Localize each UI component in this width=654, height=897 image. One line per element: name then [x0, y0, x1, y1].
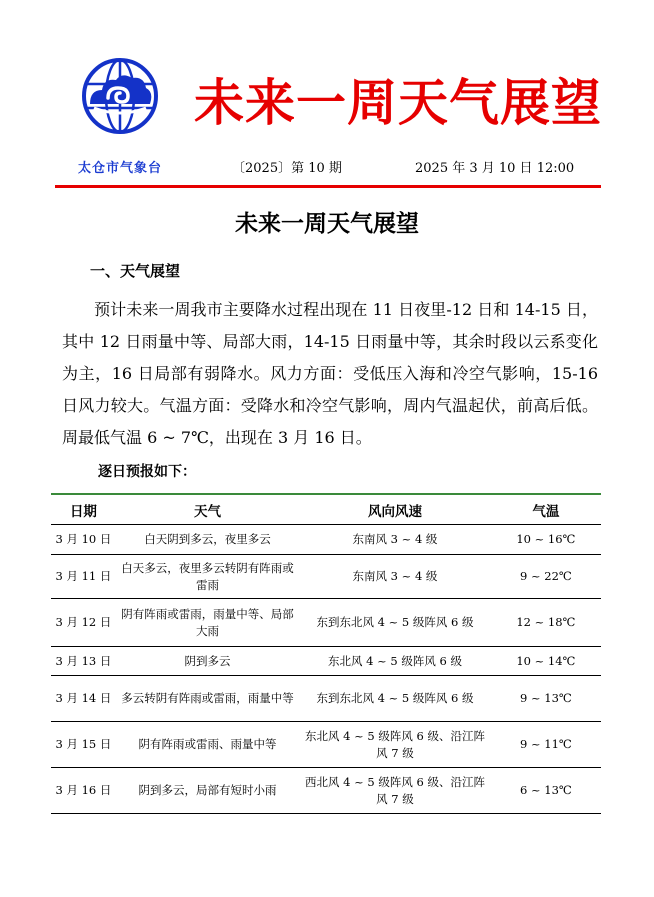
cell-wind: 东北风 4 ~ 5 级阵风 6 级、沿江阵风 7 级	[299, 722, 491, 768]
cell-wind: 东南风 3 ~ 4 级	[299, 555, 491, 599]
masthead-title: 未来一周天气展望	[194, 74, 602, 132]
cell-weather: 多云转阴有阵雨或雷雨，雨量中等	[116, 676, 299, 722]
cell-date: 3 月 10 日	[51, 525, 116, 555]
table-header-row	[51, 494, 601, 525]
cell-date: 3 月 12 日	[51, 599, 116, 647]
cell-wind: 东南风 3 ~ 4 级	[299, 525, 491, 555]
cell-date: 3 月 13 日	[51, 647, 116, 676]
cell-temperature: 10 ~ 16℃	[491, 525, 601, 555]
document-title: 未来一周天气展望	[235, 210, 419, 237]
cell-wind: 东到东北风 4 ~ 5 级阵风 6 级	[299, 676, 491, 722]
cell-wind: 西北风 4 ~ 5 级阵风 6 级、沿江阵风 7 级	[299, 768, 491, 814]
issue-datetime: 2025 年 3 月 10 日 12:00	[415, 161, 575, 176]
cell-temperature: 9 ~ 22℃	[491, 555, 601, 599]
cell-weather: 白天阴到多云，夜里多云	[116, 525, 299, 555]
forecast-paragraph	[62, 294, 598, 454]
cell-wind: 东到东北风 4 ~ 5 级阵风 6 级	[299, 599, 491, 647]
cell-weather: 阴到多云	[116, 647, 299, 676]
table-row	[51, 647, 601, 676]
table-intro: 逐日预报如下：	[98, 464, 196, 480]
daily-forecast-table	[51, 493, 601, 814]
cell-temperature: 10 ~ 14℃	[491, 647, 601, 676]
cell-temperature: 9 ~ 13℃	[491, 676, 601, 722]
cell-date: 3 月 15 日	[51, 722, 116, 768]
agency-name: 太仓市气象台	[78, 161, 163, 176]
cell-temperature: 9 ~ 11℃	[491, 722, 601, 768]
header-date: 日期	[51, 494, 116, 525]
table-row	[51, 555, 601, 599]
cell-date: 3 月 11 日	[51, 555, 116, 599]
table-row	[51, 722, 601, 768]
issue-number: 〔2025〕第 10 期	[232, 161, 342, 176]
cell-temperature: 12 ~ 18℃	[491, 599, 601, 647]
table-row	[51, 676, 601, 722]
header-weather: 天气	[116, 494, 299, 525]
header-divider	[55, 185, 601, 188]
cell-date: 3 月 16 日	[51, 768, 116, 814]
cell-weather: 白天多云，夜里多云转阴有阵雨或雷雨	[116, 555, 299, 599]
cell-temperature: 6 ~ 13℃	[491, 768, 601, 814]
cell-weather: 阴到多云，局部有短时小雨	[116, 768, 299, 814]
table-row	[51, 768, 601, 814]
cell-weather: 阴有阵雨或雷雨、雨量中等	[116, 722, 299, 768]
header-wind: 风向风速	[299, 494, 491, 525]
section-heading: 一、天气展望	[90, 262, 181, 280]
forecast-paragraph-text: 预计未来一周我市主要降水过程出现在 11 日夜里-12 日和 14-15 日，其中 12 日雨量中等、局部大雨，14-15 日雨量中等，其余时段以云系变化为主，16 日局部有弱降水。风力方面：受低压入海和冷空气影响，15-16 日风力较大。气温方面：受降水和冷空气影响，周内气温起伏，前高后低。周最低气温 6 ~ 7℃，出现在 3 月 16 日。	[62, 300, 598, 447]
header-temperature: 气温	[491, 494, 601, 525]
cell-wind: 东北风 4 ~ 5 级阵风 6 级	[299, 647, 491, 676]
table-row	[51, 599, 601, 647]
cell-weather: 阴有阵雨或雷雨，雨量中等、局部大雨	[116, 599, 299, 647]
table-row	[51, 525, 601, 555]
meteorological-logo-icon	[80, 56, 160, 136]
cell-date: 3 月 14 日	[51, 676, 116, 722]
